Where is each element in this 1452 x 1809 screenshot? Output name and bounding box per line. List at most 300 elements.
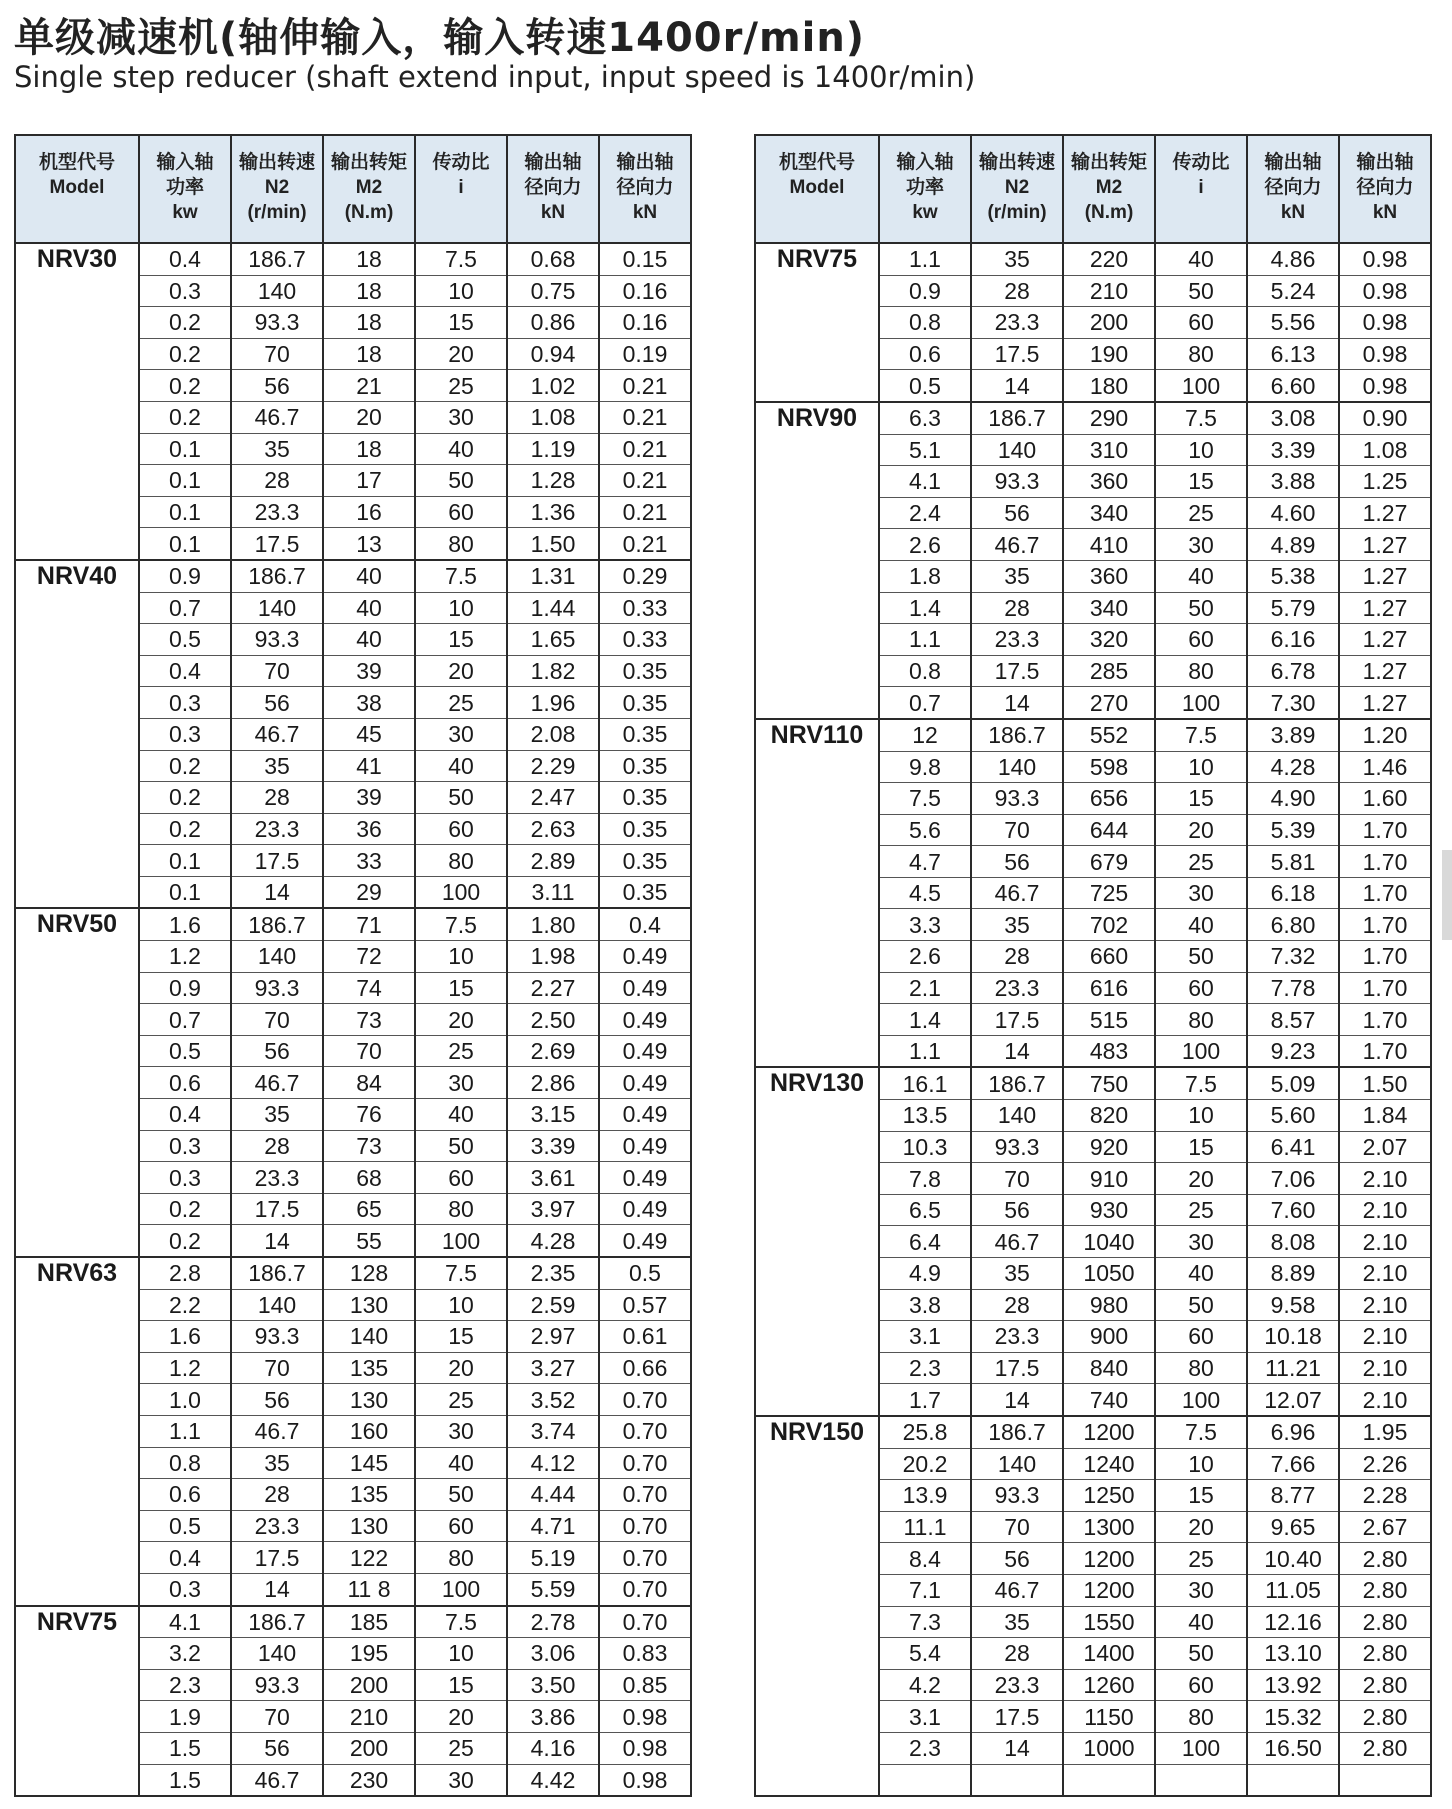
table-cell: 3.06 bbox=[507, 1638, 599, 1670]
table-cell: 0.3 bbox=[139, 687, 231, 719]
table-cell: 17 bbox=[323, 465, 415, 497]
table-cell: 2.86 bbox=[507, 1067, 599, 1099]
column-header-line: (N.m) bbox=[1084, 202, 1134, 223]
table-cell: 1.98 bbox=[507, 941, 599, 973]
table-cell: 5.81 bbox=[1247, 846, 1339, 878]
table-cell: 84 bbox=[323, 1067, 415, 1099]
table-cell: 3.74 bbox=[507, 1415, 599, 1447]
table-cell: 0.35 bbox=[599, 813, 691, 845]
table-cell: 28 bbox=[231, 782, 323, 814]
table-cell: 13.92 bbox=[1247, 1669, 1339, 1701]
table-cell: 1.80 bbox=[507, 908, 599, 940]
table-cell: 1.60 bbox=[1339, 783, 1431, 815]
table-cell: 14 bbox=[231, 1225, 323, 1257]
table-cell: 36 bbox=[323, 813, 415, 845]
table-cell: 15 bbox=[1155, 783, 1247, 815]
table-row bbox=[755, 402, 1431, 434]
table-cell: 93.3 bbox=[231, 624, 323, 656]
table-cell: 80 bbox=[415, 1193, 507, 1225]
table-cell: 900 bbox=[1063, 1321, 1155, 1353]
table-cell: 40 bbox=[323, 592, 415, 624]
column-header-line: kw bbox=[912, 202, 938, 223]
column-header-line: 传动比 bbox=[432, 152, 490, 173]
column-header bbox=[1063, 135, 1155, 243]
table-cell: 45 bbox=[323, 718, 415, 750]
table-cell: 50 bbox=[415, 1479, 507, 1511]
table-cell: 2.80 bbox=[1339, 1669, 1431, 1701]
table-cell: 1.2 bbox=[139, 1352, 231, 1384]
table-cell: 135 bbox=[323, 1479, 415, 1511]
table-cell: 55 bbox=[323, 1225, 415, 1257]
table-cell: 3.08 bbox=[1247, 402, 1339, 434]
table-cell: 2.08 bbox=[507, 718, 599, 750]
table-cell: 15 bbox=[1155, 466, 1247, 498]
table-cell: 23.3 bbox=[971, 1321, 1063, 1353]
table-cell: 0.49 bbox=[599, 1225, 691, 1257]
table-cell: 130 bbox=[323, 1289, 415, 1321]
table-cell: 0.2 bbox=[139, 307, 231, 339]
column-header-line: 输出轴 bbox=[1356, 152, 1414, 173]
table-cell: 20 bbox=[1155, 1511, 1247, 1543]
table-cell: 1.70 bbox=[1339, 941, 1431, 973]
table-cell: 15 bbox=[415, 307, 507, 339]
table-cell: 3.8 bbox=[879, 1289, 971, 1321]
table-cell: 340 bbox=[1063, 592, 1155, 624]
table-cell: 100 bbox=[415, 1573, 507, 1605]
table-cell: 0.4 bbox=[139, 243, 231, 275]
column-header bbox=[15, 135, 139, 243]
table-cell: 56 bbox=[231, 370, 323, 402]
table-cell: 7.5 bbox=[1155, 1067, 1247, 1099]
table-cell: 1.6 bbox=[139, 1321, 231, 1353]
table-cell: 80 bbox=[415, 528, 507, 560]
table-cell: 186.7 bbox=[231, 560, 323, 592]
table-cell: 40 bbox=[1155, 909, 1247, 941]
table-cell: 1.27 bbox=[1339, 497, 1431, 529]
table-cell: 20.2 bbox=[879, 1448, 971, 1480]
table-cell: 3.1 bbox=[879, 1701, 971, 1733]
table-cell: 1.5 bbox=[139, 1732, 231, 1764]
table-cell: 2.07 bbox=[1339, 1131, 1431, 1163]
table-cell: 0.5 bbox=[139, 1035, 231, 1067]
table-cell: 93.3 bbox=[231, 1321, 323, 1353]
table-cell: 100 bbox=[1155, 1035, 1247, 1067]
table-cell: 17.5 bbox=[231, 1193, 323, 1225]
table-cell: 0.98 bbox=[599, 1701, 691, 1733]
table-cell: 40 bbox=[1155, 560, 1247, 592]
table-cell: 1.1 bbox=[139, 1415, 231, 1447]
table-cell: 10.40 bbox=[1247, 1543, 1339, 1575]
table-cell: 2.97 bbox=[507, 1321, 599, 1353]
table-cell: 1.70 bbox=[1339, 814, 1431, 846]
table-cell: 0.1 bbox=[139, 876, 231, 908]
column-header-line: 机型代号 bbox=[38, 152, 115, 173]
table-cell: 17.5 bbox=[971, 338, 1063, 370]
table-cell: 13 bbox=[323, 528, 415, 560]
column-header-line: 输出轴 bbox=[616, 152, 674, 173]
table-cell: 5.60 bbox=[1247, 1100, 1339, 1132]
table-cell: 0.98 bbox=[599, 1764, 691, 1796]
table-cell: 3.27 bbox=[507, 1352, 599, 1384]
table-cell: 13.5 bbox=[879, 1100, 971, 1132]
table-cell: 46.7 bbox=[971, 1226, 1063, 1258]
table-cell: 18 bbox=[323, 433, 415, 465]
table-row bbox=[755, 1416, 1431, 1448]
table-cell: 0.9 bbox=[879, 275, 971, 307]
table-cell: 46.7 bbox=[231, 1415, 323, 1447]
table-cell: 30 bbox=[415, 401, 507, 433]
column-header-line: 径向力 bbox=[616, 177, 674, 198]
table-cell: 20 bbox=[415, 1701, 507, 1733]
table-cell: 483 bbox=[1063, 1035, 1155, 1067]
table-cell: 40 bbox=[323, 560, 415, 592]
table-cell: 210 bbox=[1063, 275, 1155, 307]
column-header bbox=[1339, 135, 1431, 243]
table-cell: 2.47 bbox=[507, 782, 599, 814]
table-cell: 186.7 bbox=[971, 1416, 1063, 1448]
table-cell: 56 bbox=[231, 1732, 323, 1764]
table-cell: 56 bbox=[231, 1384, 323, 1416]
table-cell: 100 bbox=[1155, 687, 1247, 719]
table-cell: 35 bbox=[971, 243, 1063, 275]
table-cell: 2.67 bbox=[1339, 1511, 1431, 1543]
table-cell: 11.05 bbox=[1247, 1574, 1339, 1606]
column-header-line: (N.m) bbox=[344, 202, 394, 223]
table-cell: 4.60 bbox=[1247, 497, 1339, 529]
table-cell: 23.3 bbox=[231, 813, 323, 845]
table-cell: 5.19 bbox=[507, 1542, 599, 1574]
table-cell: 140 bbox=[323, 1321, 415, 1353]
column-header bbox=[415, 135, 507, 243]
table-cell: 7.5 bbox=[415, 1257, 507, 1289]
table-cell: 56 bbox=[971, 497, 1063, 529]
table-cell: 0.94 bbox=[507, 338, 599, 370]
table-cell: 135 bbox=[323, 1352, 415, 1384]
table-cell: 70 bbox=[971, 814, 1063, 846]
table-cell: 60 bbox=[1155, 624, 1247, 656]
table-cell: 72 bbox=[323, 941, 415, 973]
table-cell: 35 bbox=[971, 1606, 1063, 1638]
column-header bbox=[507, 135, 599, 243]
table-cell: 40 bbox=[1155, 243, 1247, 275]
table-cell: 1300 bbox=[1063, 1511, 1155, 1543]
table-cell: 70 bbox=[323, 1035, 415, 1067]
table-cell: 1.27 bbox=[1339, 592, 1431, 624]
table-cell: 23.3 bbox=[231, 496, 323, 528]
table-cell: 46.7 bbox=[971, 877, 1063, 909]
column-header-line: 输出转矩 bbox=[330, 152, 407, 173]
table-cell: 25 bbox=[415, 1035, 507, 1067]
table-cell: 12.16 bbox=[1247, 1606, 1339, 1638]
table-cell: 60 bbox=[415, 1510, 507, 1542]
table-cell: 30 bbox=[415, 1067, 507, 1099]
table-cell: 1.08 bbox=[507, 401, 599, 433]
table-cell: 0.15 bbox=[599, 243, 691, 275]
table-cell: 0.35 bbox=[599, 687, 691, 719]
table-cell: 25 bbox=[415, 1384, 507, 1416]
table-cell: 3.52 bbox=[507, 1384, 599, 1416]
table-cell: 50 bbox=[1155, 941, 1247, 973]
table-cell: 30 bbox=[1155, 1226, 1247, 1258]
table-cell: 0.85 bbox=[599, 1669, 691, 1701]
table-cell: 1260 bbox=[1063, 1669, 1155, 1701]
table-cell: 1.44 bbox=[507, 592, 599, 624]
column-header-line: 输出转速 bbox=[238, 152, 315, 173]
table-cell: 93.3 bbox=[231, 307, 323, 339]
table-cell: 0.35 bbox=[599, 750, 691, 782]
table-cell: 0.70 bbox=[599, 1447, 691, 1479]
table-cell: 33 bbox=[323, 845, 415, 877]
table-cell: 10 bbox=[415, 941, 507, 973]
table-cell: 17.5 bbox=[971, 1352, 1063, 1384]
column-header bbox=[1155, 135, 1247, 243]
column-header-line: 传动比 bbox=[1172, 152, 1230, 173]
table-cell: 5.4 bbox=[879, 1638, 971, 1670]
table-cell: 140 bbox=[231, 941, 323, 973]
table-cell: 190 bbox=[1063, 338, 1155, 370]
table-cell: 3.39 bbox=[1247, 434, 1339, 466]
table-cell: 4.86 bbox=[1247, 243, 1339, 275]
column-header-line: M2 bbox=[355, 177, 383, 198]
table-cell: 2.35 bbox=[507, 1257, 599, 1289]
table-cell: 2.10 bbox=[1339, 1321, 1431, 1353]
table-cell: 50 bbox=[415, 1130, 507, 1162]
table-cell: 7.06 bbox=[1247, 1163, 1339, 1195]
table-cell: 80 bbox=[1155, 1701, 1247, 1733]
table-cell: 0.8 bbox=[139, 1447, 231, 1479]
table-row bbox=[15, 1257, 691, 1289]
table-cell: 11 8 bbox=[323, 1573, 415, 1605]
table-cell: 140 bbox=[231, 1638, 323, 1670]
table-cell: 0.98 bbox=[1339, 307, 1431, 339]
table-cell: 1.19 bbox=[507, 433, 599, 465]
table-cell: 0.70 bbox=[599, 1542, 691, 1574]
table-cell: 10 bbox=[415, 592, 507, 624]
table-cell: 128 bbox=[323, 1257, 415, 1289]
table-cell: 7.1 bbox=[879, 1574, 971, 1606]
table-cell: 4.28 bbox=[1247, 751, 1339, 783]
table-cell: 1.96 bbox=[507, 687, 599, 719]
table-cell: 2.80 bbox=[1339, 1606, 1431, 1638]
table-cell: 195 bbox=[323, 1638, 415, 1670]
table-cell: 290 bbox=[1063, 402, 1155, 434]
table-cell: 0.21 bbox=[599, 433, 691, 465]
table-cell: 0.49 bbox=[599, 1067, 691, 1099]
table-cell: 76 bbox=[323, 1099, 415, 1131]
model-cell: NRV50 bbox=[15, 908, 139, 1257]
table-cell bbox=[1063, 1764, 1155, 1796]
table-cell: 0.49 bbox=[599, 941, 691, 973]
table-cell: 2.4 bbox=[879, 497, 971, 529]
table-cell: 3.89 bbox=[1247, 719, 1339, 751]
table-cell: 5.59 bbox=[507, 1573, 599, 1605]
table-cell: 30 bbox=[1155, 877, 1247, 909]
table-cell: 1.5 bbox=[139, 1764, 231, 1796]
table-cell: 20 bbox=[415, 655, 507, 687]
table-cell: 14 bbox=[971, 687, 1063, 719]
table-cell: 39 bbox=[323, 782, 415, 814]
table-cell: 7.5 bbox=[1155, 1416, 1247, 1448]
table-cell: 21 bbox=[323, 370, 415, 402]
table-cell: 5.79 bbox=[1247, 592, 1339, 624]
table-cell: 0.9 bbox=[139, 560, 231, 592]
table-cell: 3.11 bbox=[507, 876, 599, 908]
table-cell: 60 bbox=[1155, 1321, 1247, 1353]
table-cell: 20 bbox=[1155, 814, 1247, 846]
table-cell: 0.29 bbox=[599, 560, 691, 592]
table-cell: 93.3 bbox=[971, 466, 1063, 498]
table-cell: 1.70 bbox=[1339, 1004, 1431, 1036]
table-cell: 17.5 bbox=[231, 1542, 323, 1574]
table-cell: 8.4 bbox=[879, 1543, 971, 1575]
table-cell: 3.97 bbox=[507, 1193, 599, 1225]
table-cell: 1.20 bbox=[1339, 719, 1431, 751]
table-cell: 29 bbox=[323, 876, 415, 908]
table-cell: 1.70 bbox=[1339, 909, 1431, 941]
table-cell: 0.4 bbox=[139, 655, 231, 687]
table-cell: 1200 bbox=[1063, 1543, 1155, 1575]
model-cell: NRV30 bbox=[15, 243, 139, 560]
table-cell: 7.3 bbox=[879, 1606, 971, 1638]
table-cell: 140 bbox=[971, 1100, 1063, 1132]
table-cell: 0.70 bbox=[599, 1415, 691, 1447]
table-cell: 0.5 bbox=[599, 1257, 691, 1289]
table-cell: 3.86 bbox=[507, 1701, 599, 1733]
table-cell: 200 bbox=[323, 1732, 415, 1764]
table-cell: 0.70 bbox=[599, 1606, 691, 1638]
table-cell: 8.57 bbox=[1247, 1004, 1339, 1036]
column-header-line: 输出轴 bbox=[524, 152, 582, 173]
table-cell: 15 bbox=[415, 624, 507, 656]
table-cell: 28 bbox=[971, 941, 1063, 973]
table-cell: 5.39 bbox=[1247, 814, 1339, 846]
table-cell: 0.21 bbox=[599, 528, 691, 560]
table-cell: 25 bbox=[1155, 1543, 1247, 1575]
table-cell: 410 bbox=[1063, 529, 1155, 561]
table-cell: 3.50 bbox=[507, 1669, 599, 1701]
table-cell: 140 bbox=[231, 592, 323, 624]
table-cell: 702 bbox=[1063, 909, 1155, 941]
table-cell: 0.4 bbox=[139, 1099, 231, 1131]
table-cell: 0.35 bbox=[599, 845, 691, 877]
table-cell: 840 bbox=[1063, 1352, 1155, 1384]
table-cell: 56 bbox=[231, 1035, 323, 1067]
header-row bbox=[755, 135, 1431, 243]
table-cell bbox=[879, 1764, 971, 1796]
header-row bbox=[15, 135, 691, 243]
table-cell: 100 bbox=[1155, 370, 1247, 402]
table-cell: 100 bbox=[1155, 1732, 1247, 1764]
table-cell: 1.27 bbox=[1339, 624, 1431, 656]
table-cell: 73 bbox=[323, 1130, 415, 1162]
column-header-line: (r/min) bbox=[987, 202, 1047, 223]
table-cell: 7.32 bbox=[1247, 941, 1339, 973]
table-cell: 46.7 bbox=[231, 1764, 323, 1796]
table-cell: 0.35 bbox=[599, 655, 691, 687]
table-cell: 2.10 bbox=[1339, 1352, 1431, 1384]
table-cell: 30 bbox=[1155, 529, 1247, 561]
table-cell: 186.7 bbox=[971, 1067, 1063, 1099]
table-cell: 10 bbox=[415, 1638, 507, 1670]
model-cell: NRV110 bbox=[755, 719, 879, 1068]
table-cell: 2.2 bbox=[139, 1289, 231, 1321]
table-cell: 0.70 bbox=[599, 1384, 691, 1416]
table-cell: 2.78 bbox=[507, 1606, 599, 1638]
table-cell: 4.5 bbox=[879, 877, 971, 909]
table-cell: 1000 bbox=[1063, 1732, 1155, 1764]
table-cell: 80 bbox=[415, 845, 507, 877]
table-cell: 4.89 bbox=[1247, 529, 1339, 561]
table-cell: 2.59 bbox=[507, 1289, 599, 1321]
table-cell: 17.5 bbox=[971, 1701, 1063, 1733]
table-cell: 65 bbox=[323, 1193, 415, 1225]
table-cell: 17.5 bbox=[971, 1004, 1063, 1036]
table-cell: 1.50 bbox=[507, 528, 599, 560]
table-cell: 7.5 bbox=[879, 783, 971, 815]
table-cell: 28 bbox=[971, 592, 1063, 624]
model-cell: NRV75 bbox=[755, 243, 879, 402]
table-cell: 46.7 bbox=[971, 1574, 1063, 1606]
table-cell: 1250 bbox=[1063, 1480, 1155, 1512]
table-cell: 0.49 bbox=[599, 1099, 691, 1131]
table-cell: 70 bbox=[231, 655, 323, 687]
table-cell: 1.4 bbox=[879, 592, 971, 624]
table-cell: 1.6 bbox=[139, 908, 231, 940]
table-cell: 0.9 bbox=[139, 972, 231, 1004]
table-cell: 2.69 bbox=[507, 1035, 599, 1067]
table-cell: 93.3 bbox=[971, 1480, 1063, 1512]
table-cell: 930 bbox=[1063, 1194, 1155, 1226]
table-cell: 9.58 bbox=[1247, 1289, 1339, 1321]
table-cell: 10 bbox=[1155, 1448, 1247, 1480]
table-cell: 6.3 bbox=[879, 402, 971, 434]
table-cell: 0.75 bbox=[507, 275, 599, 307]
table-cell: 18 bbox=[323, 307, 415, 339]
table-cell: 5.6 bbox=[879, 814, 971, 846]
table-cell: 1.1 bbox=[879, 624, 971, 656]
table-cell: 210 bbox=[323, 1701, 415, 1733]
table-cell: 60 bbox=[1155, 972, 1247, 1004]
table-cell: 70 bbox=[971, 1511, 1063, 1543]
table-cell: 0.6 bbox=[139, 1067, 231, 1099]
table-cell: 0.98 bbox=[1339, 338, 1431, 370]
table-cell: 4.90 bbox=[1247, 783, 1339, 815]
table-cell: 0.33 bbox=[599, 592, 691, 624]
table-cell: 0.3 bbox=[139, 1162, 231, 1194]
table-cell: 0.21 bbox=[599, 465, 691, 497]
table-cell: 0.16 bbox=[599, 275, 691, 307]
table-cell: 0.4 bbox=[599, 908, 691, 940]
table-cell: 10 bbox=[415, 275, 507, 307]
table-cell: 28 bbox=[231, 1479, 323, 1511]
table-cell: 10 bbox=[1155, 751, 1247, 783]
table-cell: 18 bbox=[323, 275, 415, 307]
table-cell: 0.6 bbox=[139, 1479, 231, 1511]
table-cell: 0.4 bbox=[139, 1542, 231, 1574]
table-cell: 1200 bbox=[1063, 1416, 1155, 1448]
table-cell: 16.50 bbox=[1247, 1732, 1339, 1764]
table-cell: 140 bbox=[971, 751, 1063, 783]
column-header-line: Model bbox=[49, 177, 105, 198]
table-cell: 38 bbox=[323, 687, 415, 719]
column-header-line: kN bbox=[1372, 202, 1398, 223]
table-cell: 0.19 bbox=[599, 338, 691, 370]
table-cell: 6.13 bbox=[1247, 338, 1339, 370]
column-header-line: N2 bbox=[1004, 177, 1030, 198]
table-cell: 7.78 bbox=[1247, 972, 1339, 1004]
column-header-line: 径向力 bbox=[1264, 177, 1322, 198]
table-cell: 2.3 bbox=[879, 1732, 971, 1764]
